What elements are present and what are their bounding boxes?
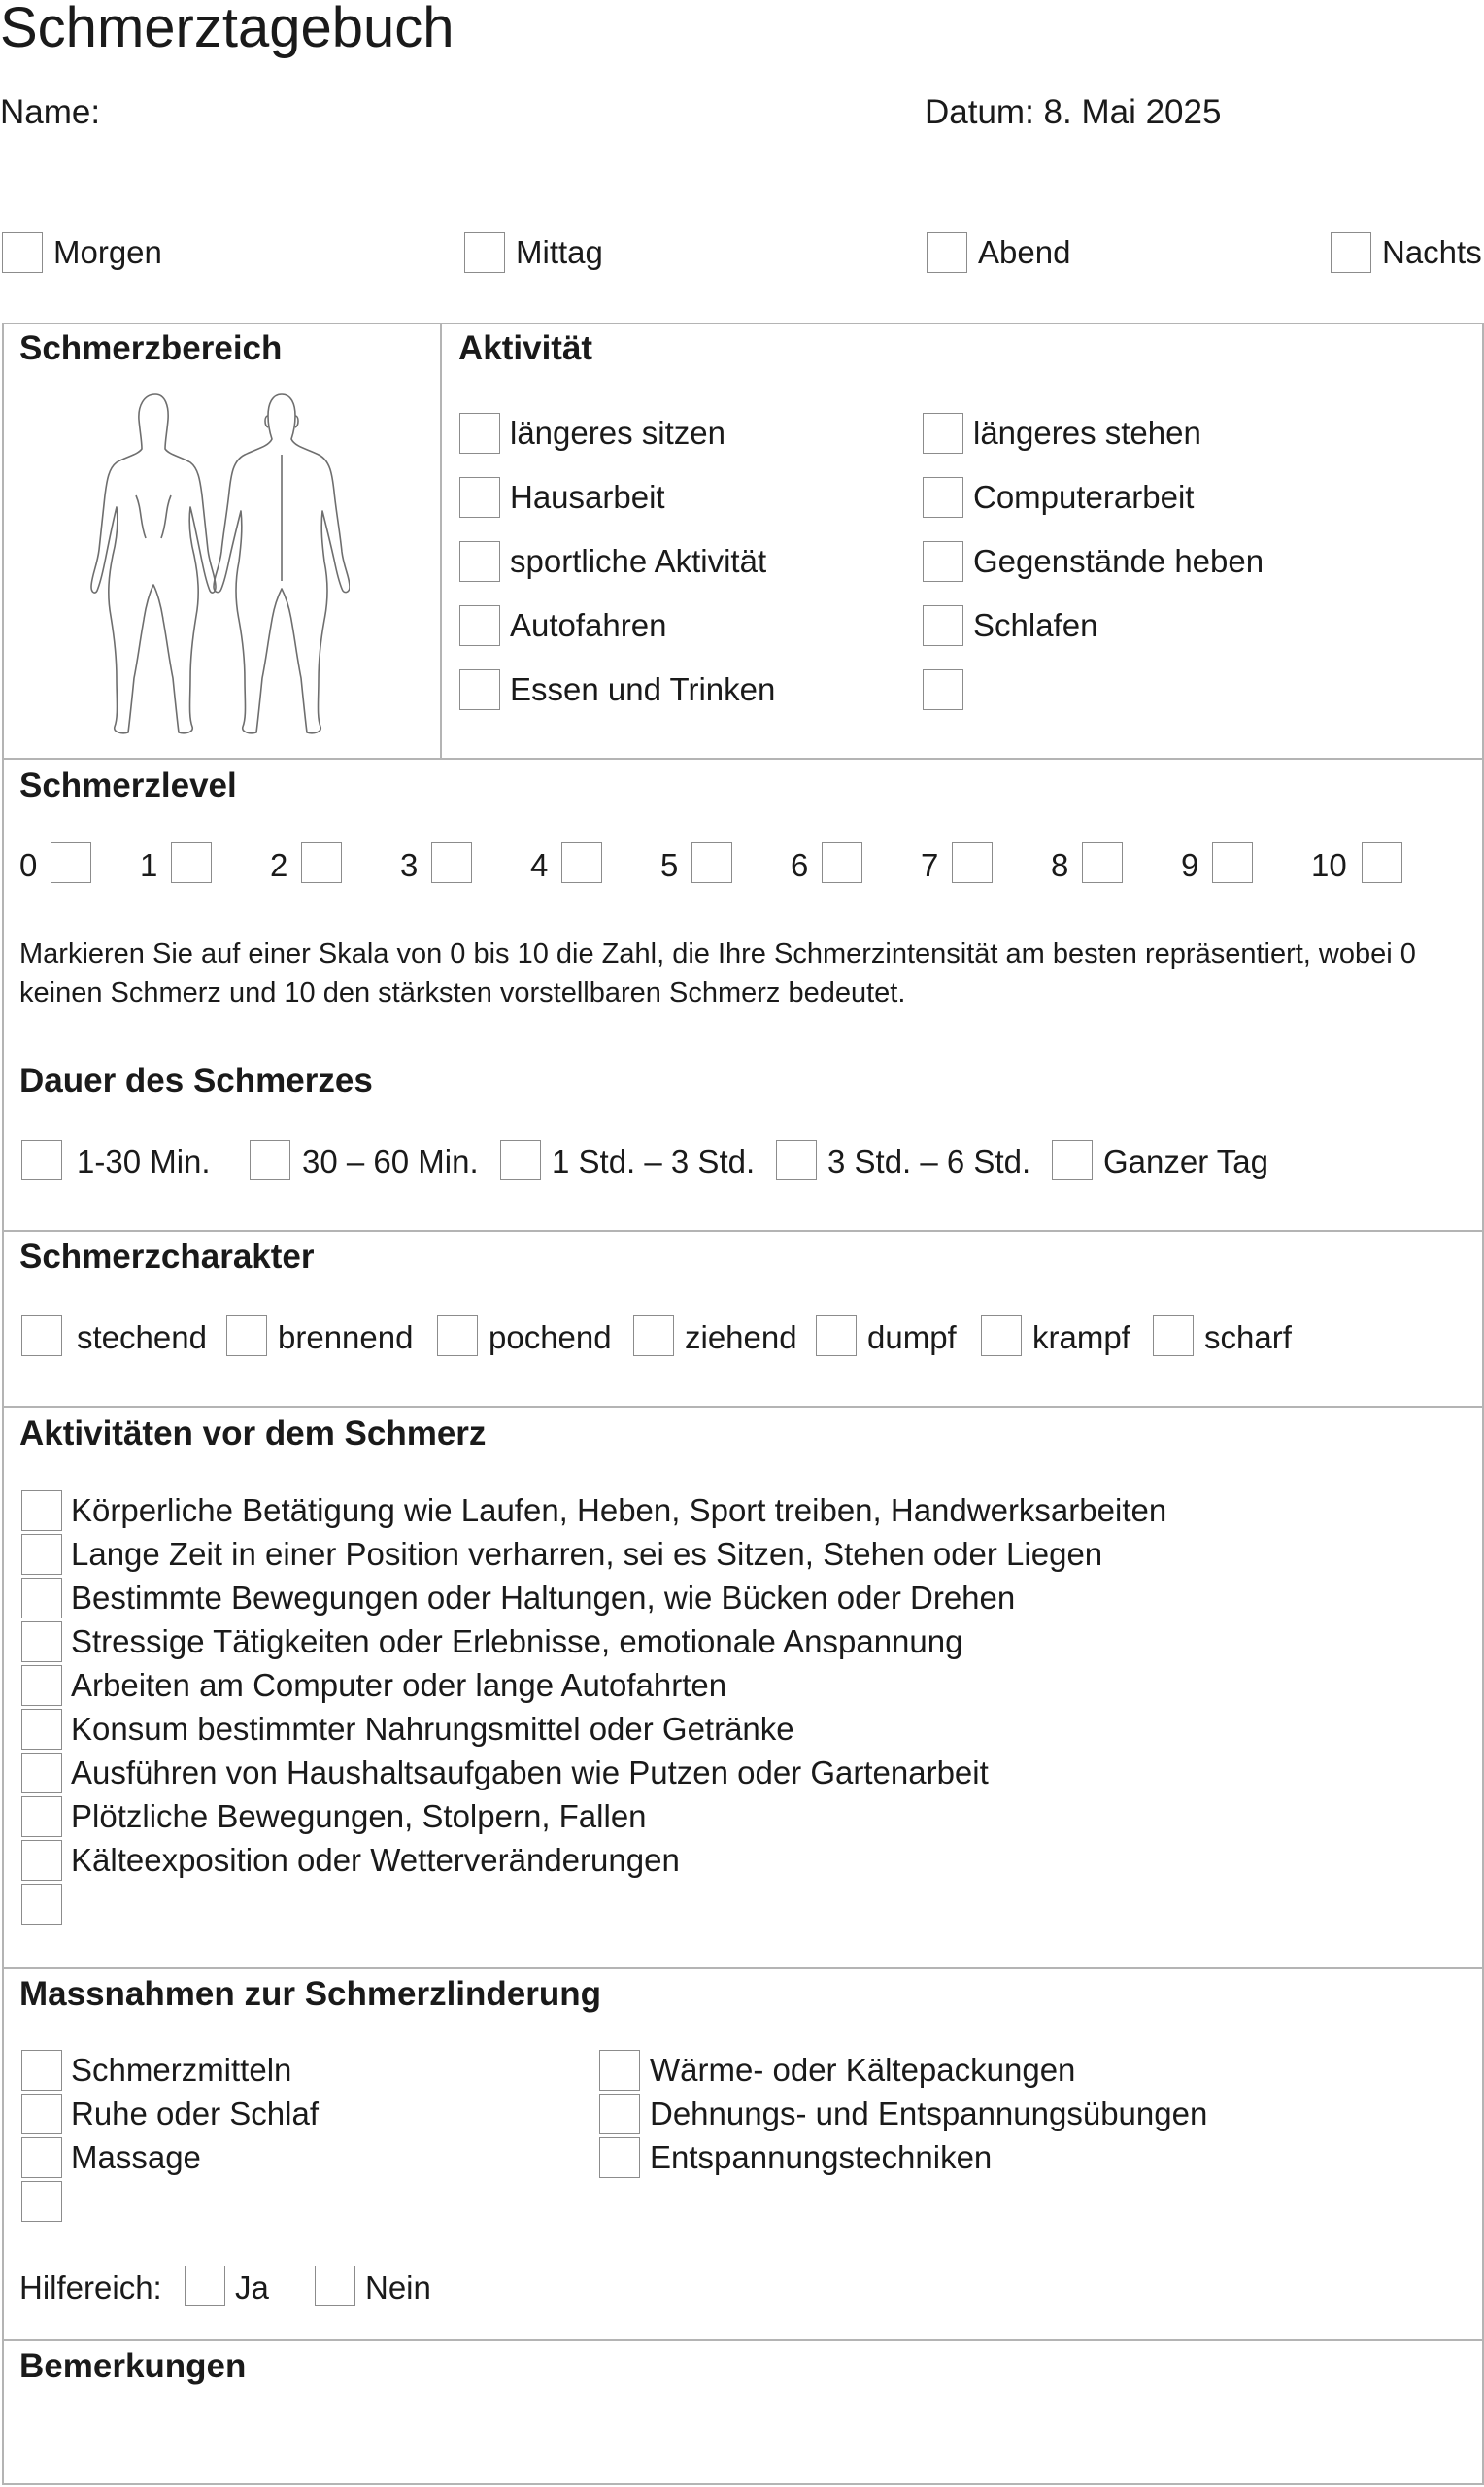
level-number-5: 5 (660, 847, 679, 883)
label-before-8: Plötzliche Bewegungen, Stolpern, Fallen (71, 1798, 647, 1834)
label-laengeres-sitzen: längeres sitzen (510, 415, 725, 451)
label-dehnung: Dehnungs- und Entspannungsübungen (650, 2095, 1208, 2131)
checkbox-massage[interactable] (21, 2137, 62, 2178)
label-nachts: Nachts (1382, 234, 1482, 270)
label-abend: Abend (978, 234, 1071, 270)
label-laengeres-stehen: längeres stehen (973, 415, 1201, 451)
checkbox-stechend[interactable] (21, 1315, 62, 1356)
checkbox-scharf[interactable] (1153, 1315, 1194, 1356)
relief-heading: Massnahmen zur Schmerzlinderung (19, 1975, 602, 2013)
checkbox-essen-trinken[interactable] (459, 669, 500, 710)
checkbox-morgen[interactable] (2, 232, 43, 273)
label-before-3: Bestimmte Bewegungen oder Haltungen, wie Bücken oder Drehen (71, 1580, 1016, 1616)
label-scharf: scharf (1204, 1319, 1292, 1355)
checkbox-helpful-no[interactable] (315, 2266, 355, 2306)
remarks-field[interactable] (19, 2396, 1467, 2475)
label-brennend: brennend (278, 1319, 414, 1355)
label-schlafen: Schlafen (973, 607, 1098, 643)
checkbox-level-1[interactable] (171, 842, 212, 883)
label-ruhe-schlaf: Ruhe oder Schlaf (71, 2095, 319, 2131)
label-dumpf: dumpf (867, 1319, 957, 1355)
helpful-label: Hilfereich: (19, 2269, 162, 2305)
checkbox-level-9[interactable] (1212, 842, 1253, 883)
label-duration-1-3: 1 Std. – 3 Std. (552, 1143, 756, 1179)
label-waerme-kaelte: Wärme- oder Kältepackungen (650, 2052, 1076, 2088)
checkbox-before-other[interactable] (21, 1884, 62, 1925)
label-helpful-yes: Ja (235, 2269, 269, 2305)
level-number-0: 0 (19, 847, 38, 883)
checkbox-level-4[interactable] (561, 842, 602, 883)
checkbox-before-2[interactable] (21, 1534, 62, 1575)
checkbox-before-1[interactable] (21, 1490, 62, 1531)
checkbox-activity-other[interactable] (923, 669, 963, 710)
checkbox-ruhe-schlaf[interactable] (21, 2094, 62, 2134)
label-entspannung: Entspannungstechniken (650, 2139, 993, 2175)
checkbox-level-7[interactable] (952, 842, 993, 883)
checkbox-level-0[interactable] (51, 842, 91, 883)
label-mittag: Mittag (516, 234, 603, 270)
divider (2, 1230, 1484, 1232)
checkbox-duration-30-60[interactable] (250, 1140, 290, 1180)
label-duration-30-60: 30 – 60 Min. (302, 1143, 479, 1179)
checkbox-dumpf[interactable] (816, 1315, 857, 1356)
label-stechend: stechend (77, 1319, 207, 1355)
before-heading: Aktivitäten vor dem Schmerz (19, 1414, 487, 1452)
divider (2, 1406, 1484, 1408)
label-essen-trinken: Essen und Trinken (510, 671, 776, 707)
label-duration-1-30: 1-30 Min. (77, 1143, 211, 1179)
checkbox-before-4[interactable] (21, 1621, 62, 1662)
level-number-9: 9 (1181, 847, 1199, 883)
checkbox-before-6[interactable] (21, 1709, 62, 1750)
level-heading: Schmerzlevel (19, 767, 237, 804)
checkbox-before-5[interactable] (21, 1665, 62, 1706)
level-number-10: 10 (1311, 847, 1347, 883)
checkbox-waerme-kaelte[interactable] (599, 2050, 640, 2091)
label-gegenstaende-heben: Gegenstände heben (973, 543, 1265, 579)
checkbox-krampf[interactable] (981, 1315, 1022, 1356)
checkbox-duration-ganzer-tag[interactable] (1052, 1140, 1093, 1180)
label-krampf: krampf (1032, 1319, 1130, 1355)
name-label: Name: (0, 93, 101, 131)
label-duration-3-6: 3 Std. – 6 Std. (827, 1143, 1031, 1179)
character-heading: Schmerzcharakter (19, 1238, 315, 1276)
label-before-2: Lange Zeit in einer Position verharren, sei es Sitzen, Stehen oder Liegen (71, 1536, 1103, 1572)
checkbox-relief-other[interactable] (21, 2181, 62, 2222)
activity-heading: Aktivität (458, 329, 593, 367)
checkbox-before-3[interactable] (21, 1578, 62, 1618)
checkbox-ziehend[interactable] (633, 1315, 674, 1356)
checkbox-autofahren[interactable] (459, 605, 500, 646)
checkbox-hausarbeit[interactable] (459, 477, 500, 518)
checkbox-duration-1-30[interactable] (21, 1140, 62, 1180)
level-number-3: 3 (400, 847, 419, 883)
divider (2, 758, 1484, 760)
level-number-2: 2 (270, 847, 288, 883)
label-duration-ganzer-tag: Ganzer Tag (1103, 1143, 1268, 1179)
checkbox-nachts[interactable] (1331, 232, 1371, 273)
checkbox-pochend[interactable] (437, 1315, 478, 1356)
label-before-7: Ausführen von Haushaltsaufgaben wie Putzen oder Gartenarbeit (71, 1755, 989, 1790)
label-computerarbeit: Computerarbeit (973, 479, 1195, 515)
label-autofahren: Autofahren (510, 607, 667, 643)
level-description: Markieren Sie auf einer Skala von 0 bis 10 die Zahl, die Ihre Schmerzintensität am besten repräsentiert, wobei 0 keinen Schmerz und 10 den stärksten vorstellbaren Schmerz bedeutet. (19, 938, 1416, 1008)
date-label: Datum: 8. Mai 2025 (925, 93, 1222, 131)
checkbox-before-7[interactable] (21, 1753, 62, 1793)
checkbox-level-3[interactable] (431, 842, 472, 883)
label-before-9: Kälteexposition oder Wetterveränderungen (71, 1842, 680, 1878)
checkbox-level-5[interactable] (691, 842, 732, 883)
column-divider (440, 323, 442, 760)
label-morgen: Morgen (53, 234, 162, 270)
checkbox-computerarbeit[interactable] (923, 477, 963, 518)
level-number-1: 1 (140, 847, 158, 883)
level-number-6: 6 (791, 847, 809, 883)
checkbox-schlafen[interactable] (923, 605, 963, 646)
checkbox-level-2[interactable] (301, 842, 342, 883)
checkbox-laengeres-sitzen[interactable] (459, 413, 500, 454)
level-number-7: 7 (921, 847, 939, 883)
label-before-6: Konsum bestimmter Nahrungsmittel oder Getränke (71, 1711, 794, 1747)
label-before-4: Stressige Tätigkeiten oder Erlebnisse, emotionale Anspannung (71, 1623, 963, 1659)
label-before-5: Arbeiten am Computer oder lange Autofahrten (71, 1667, 727, 1703)
checkbox-before-8[interactable] (21, 1796, 62, 1837)
checkbox-abend[interactable] (927, 232, 967, 273)
level-number-8: 8 (1051, 847, 1069, 883)
checkbox-level-6[interactable] (822, 842, 862, 883)
label-massage: Massage (71, 2139, 201, 2175)
checkbox-duration-1-3[interactable] (500, 1140, 541, 1180)
label-helpful-no: Nein (365, 2269, 431, 2305)
checkbox-duration-3-6[interactable] (776, 1140, 817, 1180)
checkbox-before-9[interactable] (21, 1840, 62, 1881)
checkbox-level-8[interactable] (1082, 842, 1123, 883)
page-title: Schmerztagebuch (0, 0, 455, 59)
label-pochend: pochend (489, 1319, 612, 1355)
checkbox-sportliche-aktivitaet[interactable] (459, 541, 500, 582)
level-number-4: 4 (530, 847, 549, 883)
checkbox-dehnung[interactable] (599, 2094, 640, 2134)
checkbox-brennend[interactable] (226, 1315, 267, 1356)
label-hausarbeit: Hausarbeit (510, 479, 665, 515)
label-ziehend: ziehend (685, 1319, 797, 1355)
checkbox-level-10[interactable] (1362, 842, 1402, 883)
divider (2, 2339, 1484, 2341)
checkbox-mittag[interactable] (464, 232, 505, 273)
checkbox-gegenstaende-heben[interactable] (923, 541, 963, 582)
checkbox-laengeres-stehen[interactable] (923, 413, 963, 454)
divider (2, 1967, 1484, 1969)
label-before-1: Körperliche Betätigung wie Laufen, Heben, Sport treiben, Handwerksarbeiten (71, 1492, 1167, 1528)
label-schmerzmitteln: Schmerzmitteln (71, 2052, 292, 2088)
duration-heading: Dauer des Schmerzes (19, 1062, 373, 1100)
body-diagram-icon[interactable] (78, 387, 350, 736)
checkbox-schmerzmitteln[interactable] (21, 2050, 62, 2091)
checkbox-entspannung[interactable] (599, 2137, 640, 2178)
pain-area-heading: Schmerzbereich (19, 329, 283, 367)
checkbox-helpful-yes[interactable] (185, 2266, 225, 2306)
label-sportliche-aktivitaet: sportliche Aktivität (510, 543, 767, 579)
remarks-heading: Bemerkungen (19, 2347, 247, 2385)
